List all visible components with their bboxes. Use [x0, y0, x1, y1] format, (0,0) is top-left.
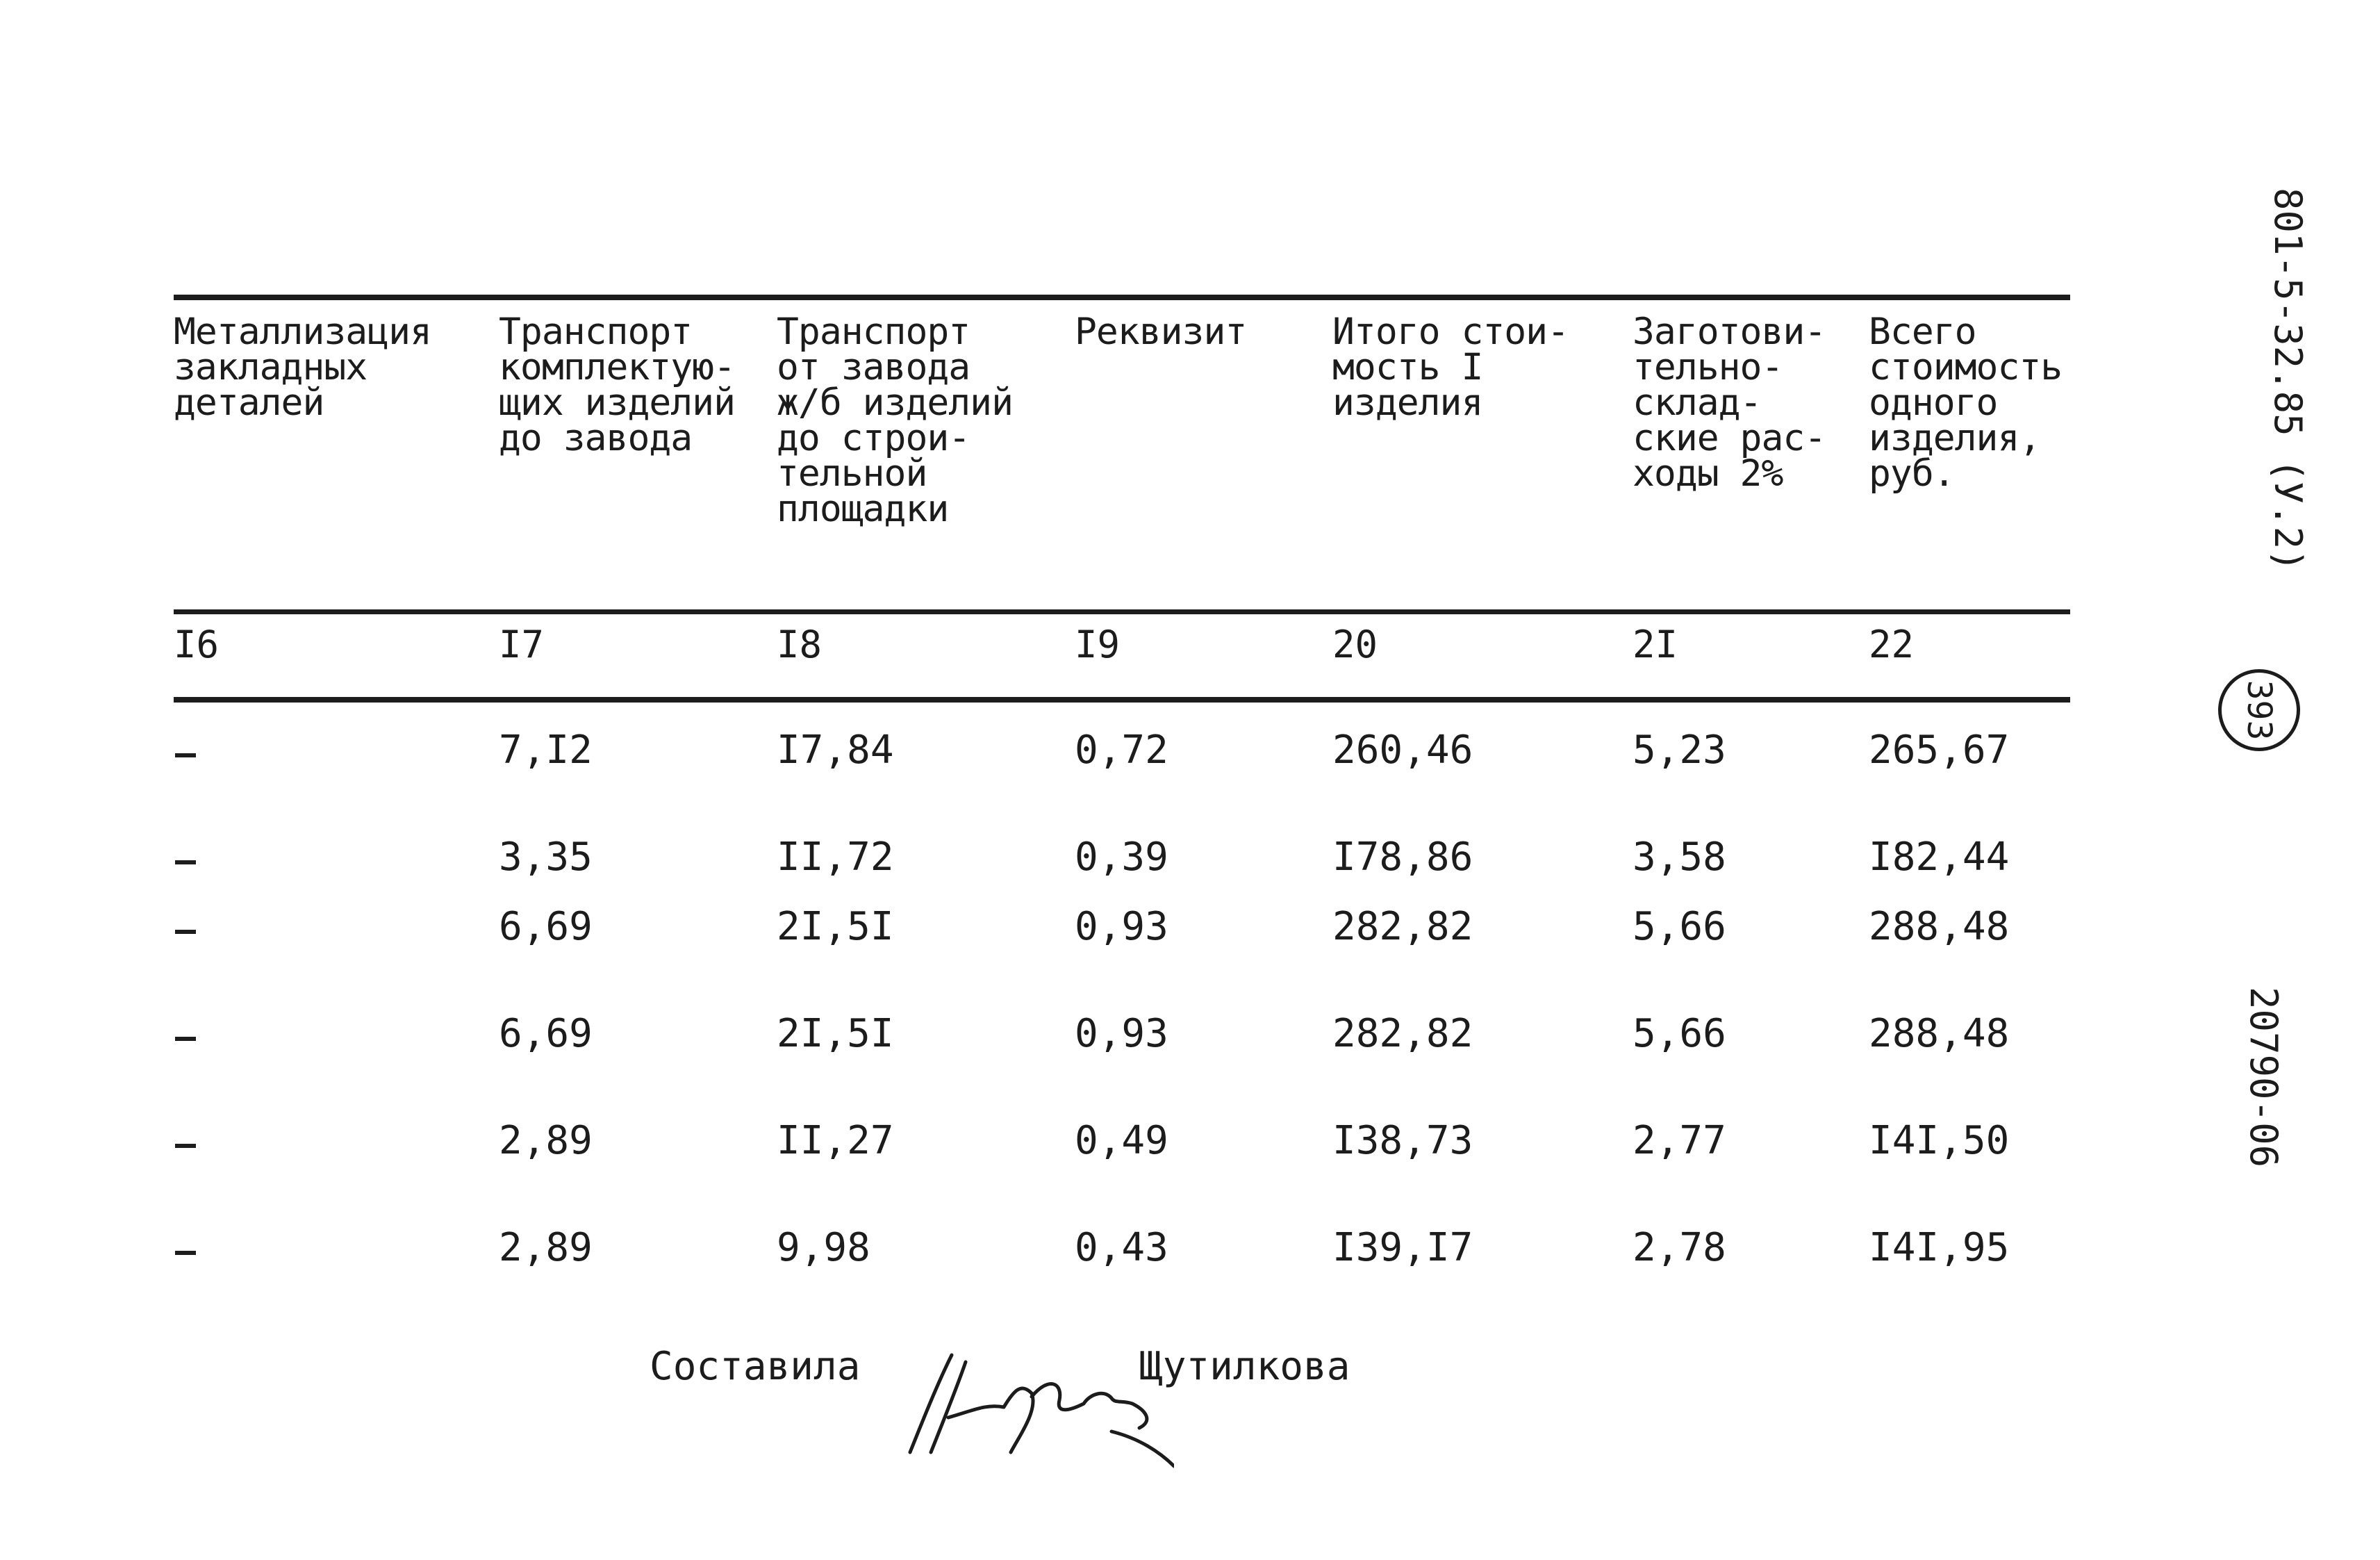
inventory-number: 20790-06	[2242, 987, 2286, 1168]
table-cell: I38,73	[1332, 1118, 1473, 1163]
table-cell: 282,82	[1332, 1011, 1473, 1056]
column-header-total-cost: Итого стои- мость I изделия	[1332, 311, 1569, 424]
column-number: I6	[174, 623, 220, 666]
table-cell: 5,66	[1633, 904, 1726, 949]
table-cell: 5,66	[1633, 1011, 1726, 1056]
page-number: 393	[2240, 680, 2279, 741]
table-cell: 3,58	[1633, 835, 1726, 880]
table-cell: II,72	[777, 835, 894, 880]
table-cell: I39,I7	[1332, 1225, 1473, 1270]
empty-cell-dash	[175, 1037, 196, 1041]
table-cell: 5,23	[1633, 728, 1726, 773]
table-cell: 2,78	[1633, 1225, 1726, 1270]
column-number: I9	[1075, 623, 1121, 666]
table-cell: 7,I2	[499, 728, 593, 773]
column-header-transport-to-site: Транспорт от завода ж/б изделий до строи- тельной площадки	[777, 311, 1013, 530]
table-cell: 265,67	[1869, 728, 2010, 773]
compiler-name: Щутилкова	[1139, 1344, 1350, 1389]
column-header-metallization: Металлизация закладных деталей	[174, 311, 431, 424]
table-cell: 0,72	[1075, 728, 1168, 773]
empty-cell-dash	[175, 860, 196, 864]
empty-cell-dash	[175, 930, 196, 934]
table-cell: 0,39	[1075, 835, 1168, 880]
table-cell: II,27	[777, 1118, 894, 1163]
table-cell: I4I,95	[1869, 1225, 2010, 1270]
table-cell: I78,86	[1332, 835, 1473, 880]
table-cell: 2I,5I	[777, 1011, 894, 1056]
table-header-rule	[174, 609, 2070, 614]
table-cell: 2,89	[499, 1118, 593, 1163]
table-cell: 282,82	[1332, 904, 1473, 949]
table-cell: I4I,50	[1869, 1118, 2010, 1163]
empty-cell-dash	[175, 1144, 196, 1148]
compiled-by-label: Составила	[650, 1344, 861, 1389]
column-number: 22	[1869, 623, 1915, 666]
table-body-rule	[174, 697, 2070, 703]
table-top-rule	[174, 295, 2070, 300]
table-cell: 0,49	[1075, 1118, 1168, 1163]
column-header-requisite: Реквизит	[1075, 311, 1247, 353]
table-cell: 6,69	[499, 1011, 593, 1056]
table-cell: I7,84	[777, 728, 894, 773]
table-cell: 2,77	[1633, 1118, 1726, 1163]
column-number: I7	[499, 623, 545, 666]
table-cell: 2,89	[499, 1225, 593, 1270]
table-cell: 260,46	[1332, 728, 1473, 773]
table-cell: 288,48	[1869, 904, 2010, 949]
empty-cell-dash	[175, 753, 196, 757]
table-cell: 3,35	[499, 835, 593, 880]
table-cell: I82,44	[1869, 835, 2010, 880]
column-header-grand-total: Всего стоимость одного изделия, руб.	[1869, 311, 2063, 495]
column-number: 20	[1332, 623, 1378, 666]
series-code: 801-5-32.85 (У.2)	[2266, 188, 2310, 572]
table-cell: 6,69	[499, 904, 593, 949]
table-cell: 288,48	[1869, 1011, 2010, 1056]
table-cell: 0,93	[1075, 1011, 1168, 1056]
empty-cell-dash	[175, 1251, 196, 1255]
column-number: 2I	[1633, 623, 1678, 666]
table-cell: 9,98	[777, 1225, 870, 1270]
table-cell: 0,43	[1075, 1225, 1168, 1270]
table-cell: 0,93	[1075, 904, 1168, 949]
column-number: I8	[777, 623, 823, 666]
column-header-transport-components: Транспорт комплектую- щих изделий до завода	[499, 311, 735, 459]
table-cell: 2I,5I	[777, 904, 894, 949]
column-header-procurement-costs: Заготови- тельно- склад- ские рас- ходы 2%	[1633, 311, 1826, 495]
handwritten-signature	[882, 1334, 1174, 1487]
page-number-stamp	[2218, 669, 2300, 751]
